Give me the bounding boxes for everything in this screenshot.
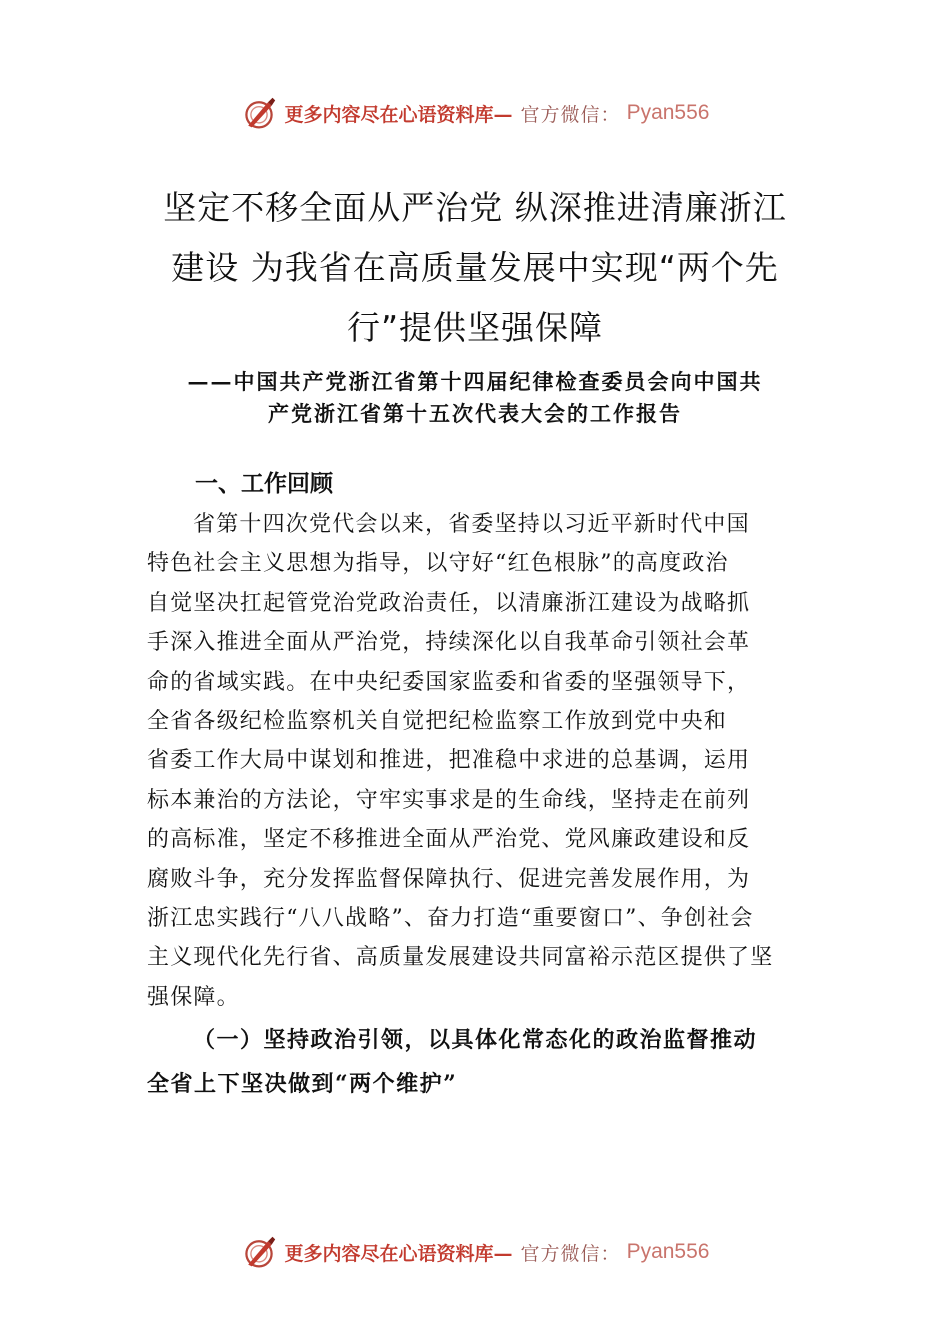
subsection-line: （一）坚持政治引领，以具体化常态化的政治监督推动 [193,1027,758,1053]
body-paragraph [147,505,817,1017]
subsection-heading [147,1018,827,1106]
paragraph-line: 命的省域实践。在中央纪委国家监委和省委的坚强领导下， [147,669,751,695]
watermark-wechat-label: 官方微信： [520,103,621,126]
subtitle-line: 产党浙江省第十五次代表大会的工作报告 [268,401,682,426]
paragraph-line: 省委工作大局中谋划和推进，把准稳中求进的总基调，运用 [147,748,751,774]
paragraph-line: 主义现代化先行省、高质量发展建设共同富裕示范区提供了坚 [147,945,774,971]
paragraph-line: 自觉坚决扛起管党治党政治责任，以清廉浙江建设为战略抓 [147,590,751,616]
document-subtitle [140,366,810,430]
section-heading: 一、工作回顾 [195,471,333,497]
paragraph-line: 手深入推进全面从严治党，持续深化以自我革命引领社会革 [147,630,751,656]
title-line: 行”提供坚强保障 [346,308,604,347]
header-watermark [0,93,950,133]
paragraph-line: 腐败斗争，充分发挥监督保障执行、促进完善发展作用，为 [147,866,751,892]
title-line: 建设 为我省在高质量发展中实现“两个先 [171,248,779,287]
watermark-wechat-label: 官方微信： [520,1242,621,1265]
subtitle-line: ——中国共产党浙江省第十四届纪律检查委员会向中国共 [187,369,763,394]
watermark-brand: 更多内容尽在心语资料库— [284,103,513,126]
pen-logo-icon [241,95,277,131]
document-title [140,178,810,358]
footer-watermark [0,1232,950,1272]
watermark-brand: 更多内容尽在心语资料库— [284,1242,513,1265]
pen-logo-icon [241,1234,277,1270]
paragraph-line: 省第十四次党代会以来，省委坚持以习近平新时代中国 [193,512,750,537]
paragraph-line: 浙江忠实践行“八八战略”、奋力打造“重要窗口”、争创社会 [147,906,754,932]
watermark-wechat-id: Pyan556 [626,1240,710,1263]
paragraph-line: 标本兼治的方法论，守牢实事求是的生命线，坚持走在前列 [147,787,751,813]
paragraph-line: 的高标准，坚定不移推进全面从严治党、党风廉政建设和反 [147,827,751,853]
paragraph-line: 全省各级纪检监察机关自觉把纪检监察工作放到党中央和 [147,709,728,735]
title-line: 坚定不移全面从严治党 纵深推进清廉浙江 [163,188,787,227]
paragraph-line: 特色社会主义思想为指导，以守好“红色根脉”的高度政治 [147,551,729,577]
subsection-line: 全省上下坚决做到“两个维护” [147,1071,458,1097]
paragraph-line: 强保障。 [147,984,240,1010]
watermark-wechat-id: Pyan556 [626,101,710,124]
